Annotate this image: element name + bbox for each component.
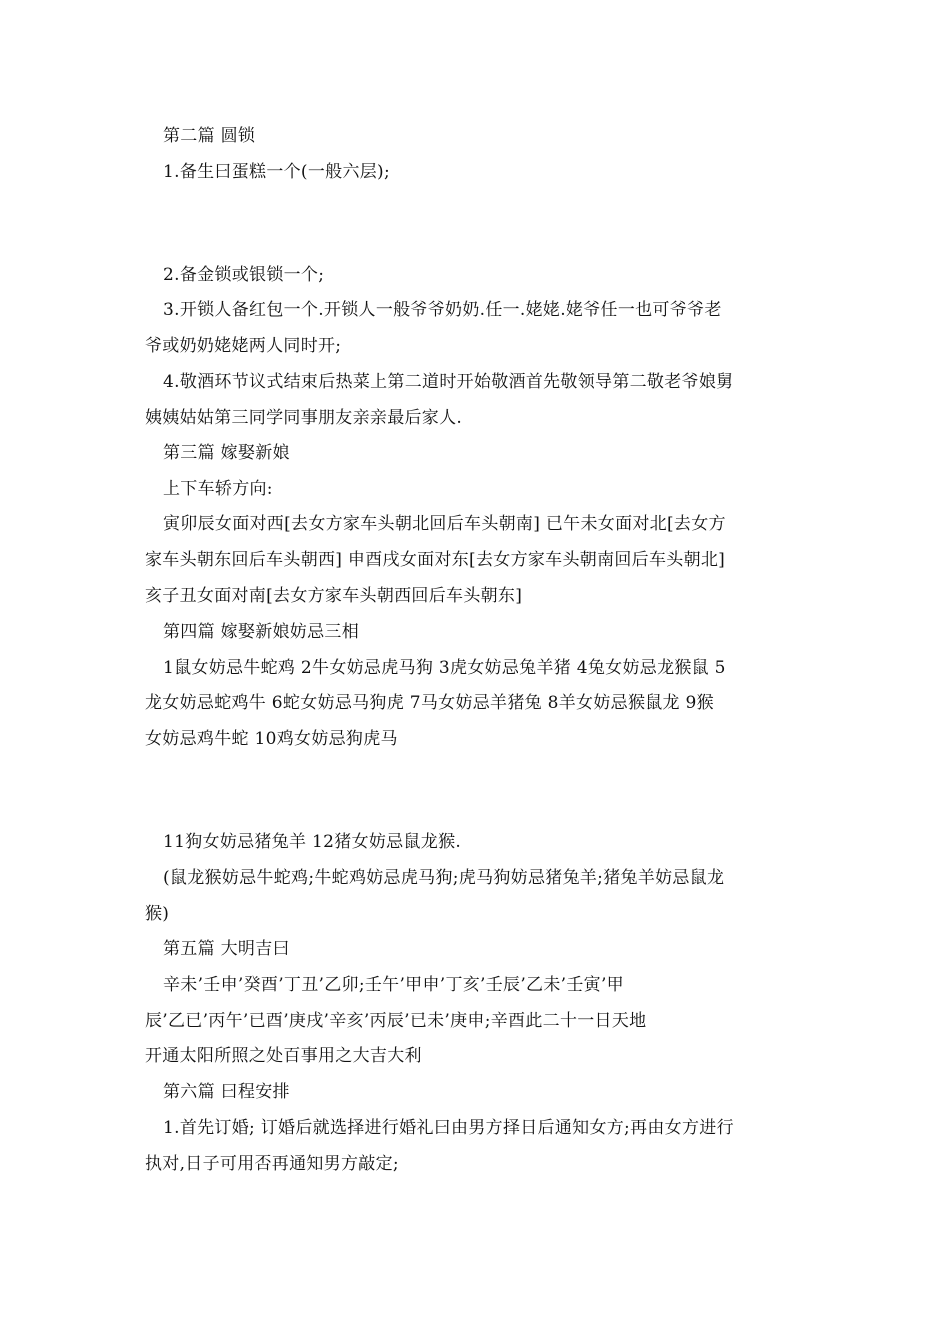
heading-section-5: 第五篇 大明吉曰 bbox=[163, 939, 290, 959]
text-line: 亥子丑女面对南[去女方家车头朝西回后车头朝东] bbox=[145, 586, 523, 606]
text-line: 龙女妨忌蛇鸡牛 6蛇女妨忌马狗虎 7马女妨忌羊猪兔 8羊女妨忌猴鼠龙 9猴 bbox=[145, 693, 714, 713]
text-line: 辰’乙已’丙午’已酉’庚戌’辛亥’丙辰’已未’庚申;辛酉此二十一日天地 bbox=[145, 1011, 647, 1031]
text-line: 家车头朝东回后车头朝西] 申酉戌女面对东[去女方家车头朝南回后车头朝北] bbox=[145, 550, 726, 570]
text-line: 女妨忌鸡牛蛇 10鸡女妨忌狗虎马 bbox=[145, 729, 398, 749]
text-line: 爷或奶奶姥姥两人同时开; bbox=[145, 336, 342, 356]
text-line: 辛未’壬申’癸酉’丁丑’乙卯;壬午’甲申’丁亥’壬辰’乙未’壬寅’甲 bbox=[163, 975, 624, 995]
text-line: 上下车轿方向: bbox=[163, 479, 273, 499]
text-line: 寅卯辰女面对西[去女方家车头朝北回后车头朝南] 已午未女面对北[去女方 bbox=[163, 514, 726, 534]
heading-section-3: 第三篇 嫁娶新娘 bbox=[163, 443, 290, 463]
text-line: 开通太阳所照之处百事用之大吉大利 bbox=[145, 1046, 422, 1066]
heading-section-2: 第二篇 圆锁 bbox=[163, 126, 256, 146]
text-line: 1.首先订婚; 订婚后就选择进行婚礼曰由男方择日后通知女方;再由女方进行 bbox=[163, 1118, 734, 1138]
text-line: 猴) bbox=[145, 904, 170, 924]
text-line: 3.开锁人备红包一个.开锁人一般爷爷奶奶.任一.姥姥.姥爷任一也可爷爷老 bbox=[163, 300, 722, 320]
text-line: 1.备生曰蛋糕一个(一般六层); bbox=[163, 162, 391, 182]
text-line: 执对,日子可用否再通知男方敲定; bbox=[145, 1154, 399, 1174]
text-line: (鼠龙猴妨忌牛蛇鸡;牛蛇鸡妨忌虎马狗;虎马狗妨忌猪兔羊;猪兔羊妨忌鼠龙 bbox=[163, 868, 725, 888]
heading-section-6: 第六篇 曰程安排 bbox=[163, 1082, 290, 1102]
text-line: 1鼠女妨忌牛蛇鸡 2牛女妨忌虎马狗 3虎女妨忌兔羊猪 4兔女妨忌龙猴鼠 5 bbox=[163, 658, 726, 678]
heading-section-4: 第四篇 嫁娶新娘妨忌三相 bbox=[163, 622, 360, 642]
text-line: 2.备金锁或银锁一个; bbox=[163, 265, 325, 285]
text-line: 4.敬酒环节议式结束后热菜上第二道时开始敬酒首先敬领导第二敬老爷娘舅 bbox=[163, 372, 734, 392]
text-line: 11狗女妨忌猪兔羊 12猪女妨忌鼠龙猴. bbox=[163, 832, 462, 852]
text-line: 姨姨姑姑第三同学同事朋友亲亲最后家人. bbox=[145, 408, 463, 428]
